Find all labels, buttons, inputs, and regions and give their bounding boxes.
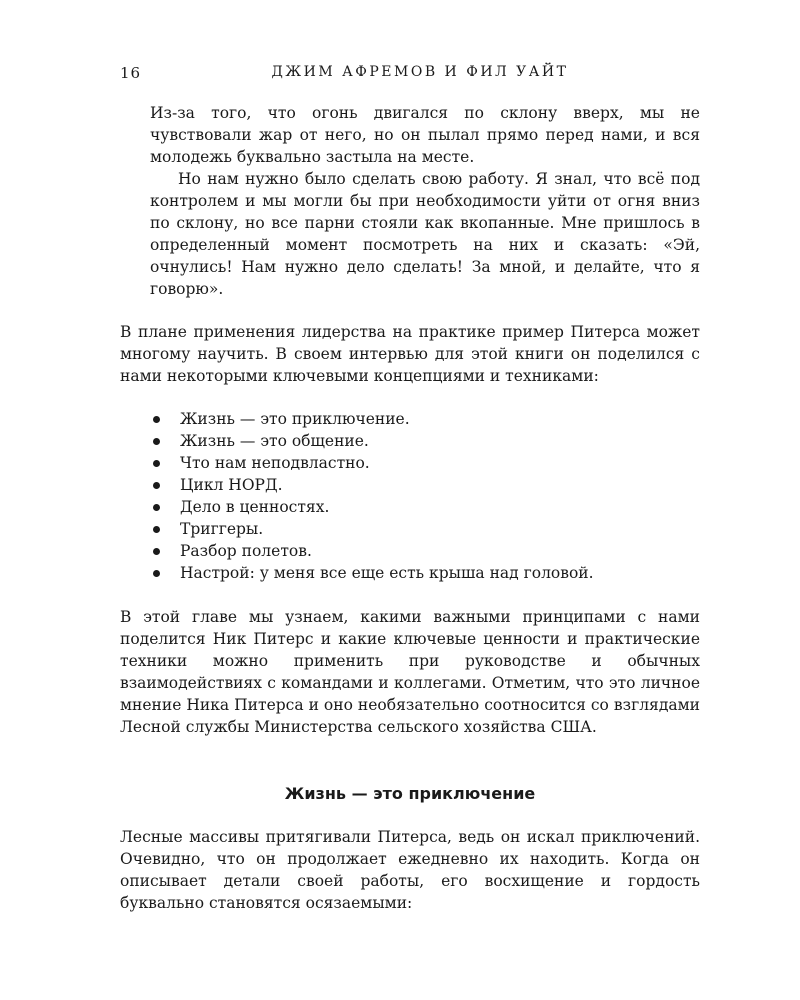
list-item [150, 430, 700, 452]
concept-list [120, 408, 700, 584]
list-item [150, 408, 700, 430]
page-number: 16 [120, 64, 142, 82]
list-item [150, 562, 700, 584]
list-item-text: Дело в ценностях. [180, 498, 330, 516]
page-body [120, 102, 700, 914]
block-quote [120, 102, 700, 300]
list-item [150, 496, 700, 518]
bullet-icon [153, 526, 160, 533]
list-item [150, 518, 700, 540]
running-head [120, 64, 700, 88]
list-item [150, 452, 700, 474]
list-item [150, 540, 700, 562]
list-item-text: Цикл НОРД. [180, 476, 283, 494]
bullet-icon [153, 460, 160, 467]
bullet-icon [153, 482, 160, 489]
bullet-icon [153, 438, 160, 445]
list-item-text: Что нам неподвластно. [180, 454, 370, 472]
list-item-text: Триггеры. [180, 520, 264, 538]
bullet-icon [153, 570, 160, 577]
list-item-text: Настрой: у меня все еще есть крыша над головой. [180, 564, 594, 582]
list-item-text: Жизнь — это приключение. [180, 410, 410, 428]
quote-paragraph-1: Из-за того, что огонь двигался по склону вверх, мы не чувствовали жар от него, но он пылал прямо перед нами, и вся молодежь буквально застыла на месте. [150, 104, 700, 166]
bullet-icon [153, 416, 160, 423]
list-item [150, 474, 700, 496]
list-item-text: Жизнь — это общение. [180, 432, 369, 450]
list-item-text: Разбор полетов. [180, 542, 312, 560]
section-paragraph: Лесные массивы притягивали Питерса, ведь он искал приключений. Очевидно, что он продолжает ежедневно их находить. Когда он описывает детали своей работы, его восхищение и гордость буквально становятся осязаемыми: [120, 828, 700, 912]
section-heading: Жизнь — это приключение [284, 784, 536, 803]
intro-paragraph: В плане применения лидерства на практике пример Питерса может многому научить. В своем интервью для этой книги он поделился с нами некоторыми ключевыми концепциями и техниками: [120, 323, 700, 385]
quote-paragraph-2: Но нам нужно было сделать свою работу. Я знал, что всё под контролем и мы могли бы при необходимости уйти от огня вниз по склону, но все парни стояли как вкопанные. Мне пришлось в определенный момент посмотреть на них и сказать: «Эй, очнулись! Нам нужно дело сделать! За мной, и делайте, что я говорю». [150, 170, 700, 298]
bullet-icon [153, 504, 160, 511]
running-title: ДЖИМ АФРЕМОВ И ФИЛ УАЙТ [271, 64, 569, 80]
bullet-icon [153, 548, 160, 555]
chapter-paragraph: В этой главе мы узнаем, какими важными принципами с нами поделится Ник Питерс и какие ключевые ценности и практические техники можно применить при руководстве и обычных взаимодействиях с командами и коллегами. Отметим, что это личное мнение Ника Питерса и оно необязательно соотносится со взглядами Лесной службы Министерства сельского хозяйства США. [120, 608, 700, 736]
